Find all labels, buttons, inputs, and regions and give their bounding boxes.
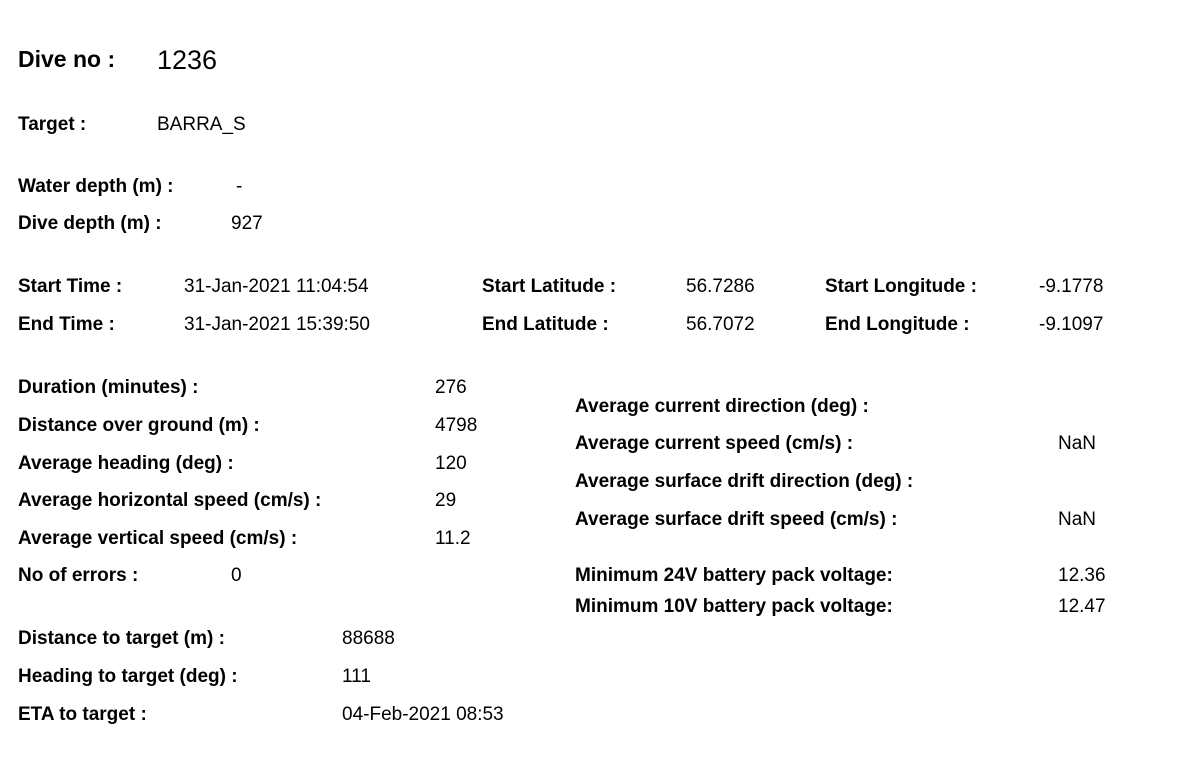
average-vertical-speed-label: Average vertical speed (cm/s) :	[18, 528, 298, 549]
duration-label: Duration (minutes) :	[18, 377, 199, 398]
end-longitude-label: End Longitude :	[825, 314, 970, 335]
average-horizontal-speed-value: 29	[435, 490, 457, 511]
duration-value: 276	[435, 377, 467, 398]
average-surface-drift-speed-label: Average surface drift speed (cm/s) :	[575, 509, 898, 530]
average-horizontal-speed-label: Average horizontal speed (cm/s) :	[18, 490, 322, 511]
start-latitude-label: Start Latitude :	[482, 276, 617, 297]
min-24v-battery-voltage-value: 12.36	[1058, 565, 1106, 586]
distance-over-ground-label: Distance over ground (m) :	[18, 415, 260, 436]
dive-no-value: 1236	[157, 45, 218, 75]
end-latitude-value: 56.7072	[686, 314, 755, 335]
eta-to-target-value: 04-Feb-2021 08:53	[342, 704, 504, 725]
distance-to-target-value: 88688	[342, 628, 395, 649]
water-depth-label: Water depth (m) :	[18, 176, 174, 197]
heading-to-target-value: 111	[342, 666, 371, 687]
average-vertical-speed-value: 11.2	[435, 528, 471, 549]
errors-label: No of errors :	[18, 565, 139, 586]
end-time-value: 31-Jan-2021 15:39:50	[184, 314, 370, 335]
start-time-label: Start Time :	[18, 276, 123, 297]
min-24v-battery-voltage-label: Minimum 24V battery pack voltage:	[575, 565, 893, 586]
dive-depth-label: Dive depth (m) :	[18, 213, 162, 234]
start-time-value: 31-Jan-2021 11:04:54	[184, 276, 369, 297]
target-value: BARRA_S	[157, 114, 246, 135]
average-current-speed-label: Average current speed (cm/s) :	[575, 433, 854, 454]
min-10v-battery-voltage-label: Minimum 10V battery pack voltage:	[575, 596, 893, 617]
end-longitude-value: -9.1097	[1039, 314, 1104, 335]
dive-depth-value: 927	[231, 213, 263, 234]
min-10v-battery-voltage-value: 12.47	[1058, 596, 1106, 617]
average-heading-value: 120	[435, 453, 467, 474]
eta-to-target-label: ETA to target :	[18, 704, 147, 725]
errors-value: 0	[231, 565, 242, 586]
end-latitude-label: End Latitude :	[482, 314, 609, 335]
distance-over-ground-value: 4798	[435, 415, 478, 436]
start-latitude-value: 56.7286	[686, 276, 755, 297]
heading-to-target-label: Heading to target (deg) :	[18, 666, 238, 687]
dive-no-label: Dive no :	[18, 46, 116, 72]
average-surface-drift-speed-value: NaN	[1058, 509, 1097, 530]
distance-to-target-label: Distance to target (m) :	[18, 628, 225, 649]
target-label: Target :	[18, 114, 87, 135]
average-current-direction-label: Average current direction (deg) :	[575, 396, 869, 417]
average-current-speed-value: NaN	[1058, 433, 1097, 454]
average-surface-drift-direction-label: Average surface drift direction (deg) :	[575, 471, 914, 492]
water-depth-value: -	[236, 176, 243, 197]
start-longitude-value: -9.1778	[1039, 276, 1104, 297]
end-time-label: End Time :	[18, 314, 115, 335]
average-heading-label: Average heading (deg) :	[18, 453, 234, 474]
start-longitude-label: Start Longitude :	[825, 276, 977, 297]
